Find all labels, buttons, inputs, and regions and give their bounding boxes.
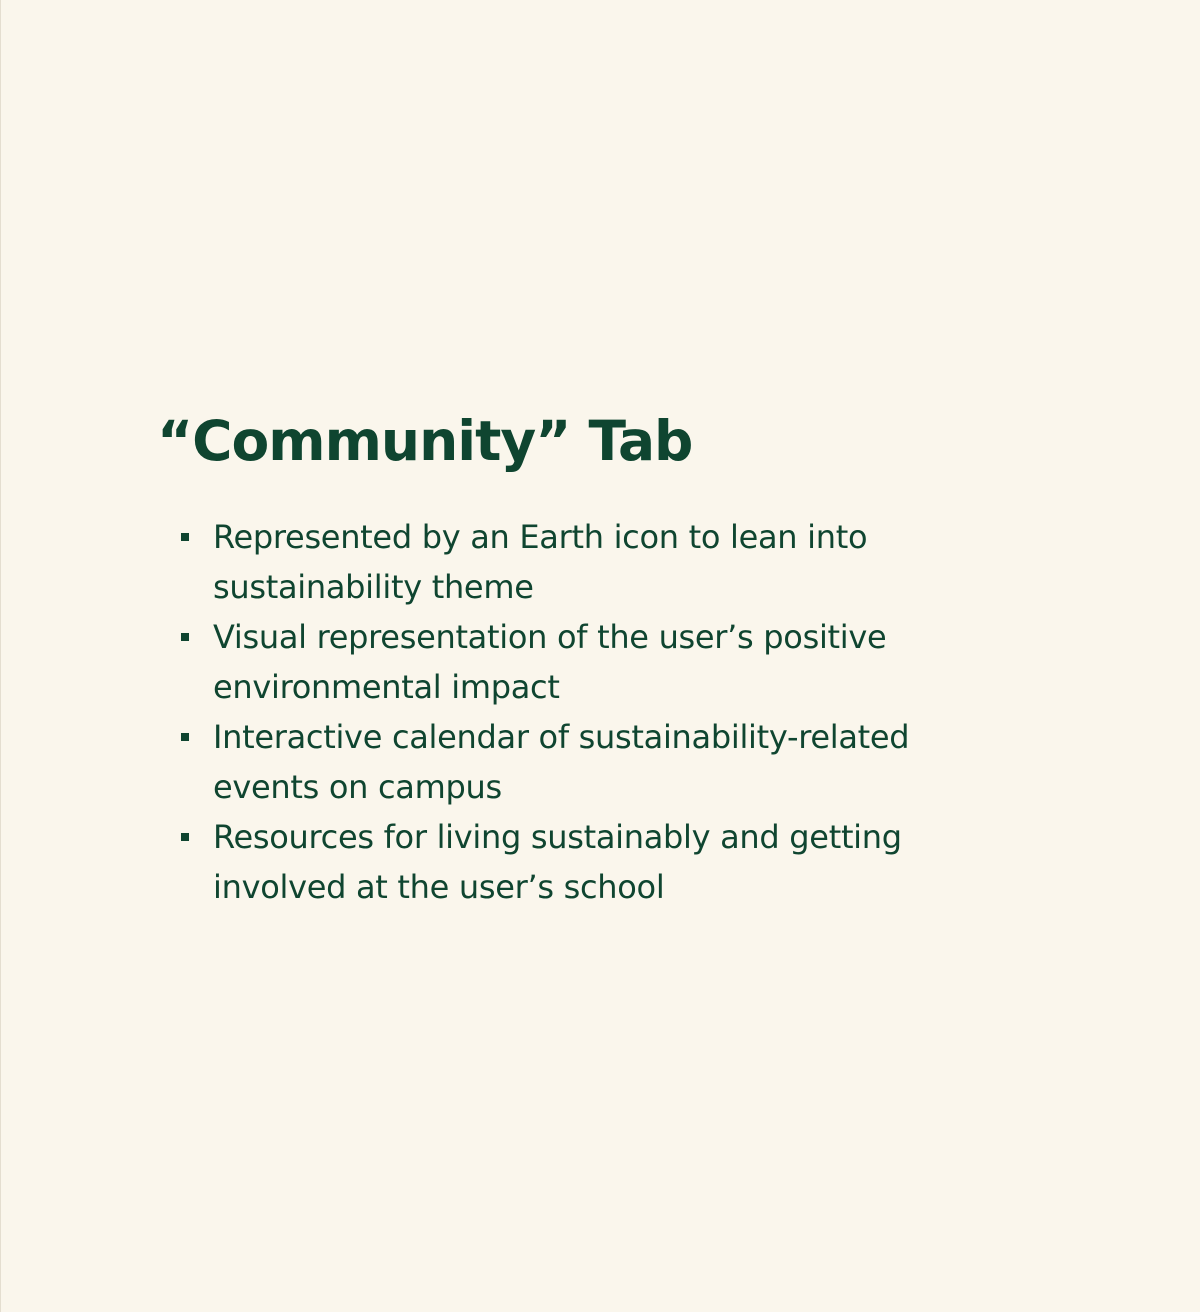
square-bullet-icon: [181, 733, 189, 741]
square-bullet-icon: [181, 833, 189, 841]
bullet-item: [157, 812, 967, 912]
square-bullet-icon: [181, 633, 189, 641]
slide-content: [157, 406, 1057, 912]
bullet-item: [157, 712, 967, 812]
bullet-text: Resources for living sustainably and getting involved at the user’s school: [213, 818, 902, 906]
bullet-item: [157, 512, 967, 612]
square-bullet-icon: [181, 533, 189, 541]
bullet-text: Represented by an Earth icon to lean into sustainability theme: [213, 518, 868, 606]
slide-title: “Community” Tab: [157, 409, 693, 473]
bullet-text: Interactive calendar of sustainability-related events on campus: [213, 718, 910, 806]
bullet-list: [157, 512, 967, 912]
bullet-item: [157, 612, 967, 712]
bullet-text: Visual representation of the user’s positive environmental impact: [213, 618, 887, 706]
